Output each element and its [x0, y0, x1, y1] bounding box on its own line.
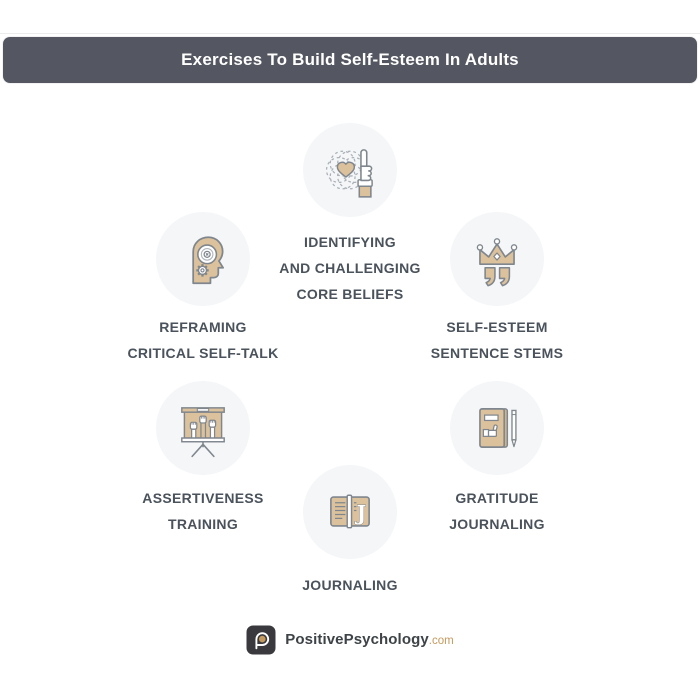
brand-name: [285, 631, 453, 649]
label-line: GRATITUDE: [455, 490, 539, 506]
hand-heart-mind-icon: [319, 139, 381, 201]
open-journal-icon: [319, 481, 381, 543]
label-line: CRITICAL SELF-TALK: [127, 345, 279, 361]
item-circle-sentence-stems: [450, 212, 544, 306]
svg-text:J: J: [356, 500, 367, 525]
presentation-raised-hands-icon: [172, 397, 234, 459]
label-line: SELF-ESTEEM: [446, 319, 548, 335]
label-line: REFRAMING: [159, 319, 247, 335]
item-label-assertiveness: [73, 485, 333, 537]
footer-brand: [0, 624, 700, 656]
header-bar: [3, 37, 697, 83]
item-label-core-beliefs: [230, 229, 470, 307]
label-line: SENTENCE STEMS: [430, 345, 564, 361]
item-circle-journaling: [303, 465, 397, 559]
page-title: Exercises To Build Self-Esteem In Adults: [181, 50, 519, 69]
head-gear-thought-icon: [172, 228, 234, 290]
journal-thumbs-up-pen-icon: [466, 397, 528, 459]
label-line: JOURNALING: [449, 516, 545, 532]
brand-text: PositivePsychology: [285, 631, 429, 648]
item-circle-core-beliefs: [303, 123, 397, 217]
crown-quotation-marks-icon: [466, 228, 528, 290]
label-line: TRAINING: [167, 516, 239, 532]
positive-psychology-logo-icon: [246, 625, 276, 655]
label-line: IDENTIFYING: [304, 234, 396, 250]
item-label-gratitude: [367, 485, 627, 537]
label-line: ASSERTIVENESS: [142, 490, 264, 506]
item-circle-assertiveness: [156, 381, 250, 475]
top-divider: [0, 33, 700, 34]
label-line: AND CHALLENGING: [279, 260, 421, 276]
label-line: JOURNALING: [302, 577, 398, 593]
item-label-journaling: [230, 572, 470, 598]
item-label-sentence-stems: [367, 314, 627, 366]
item-circle-reframing: [156, 212, 250, 306]
brand-tld: .com: [428, 635, 454, 647]
item-circle-gratitude: [450, 381, 544, 475]
item-label-reframing: [73, 314, 333, 366]
label-line: CORE BELIEFS: [296, 286, 404, 302]
